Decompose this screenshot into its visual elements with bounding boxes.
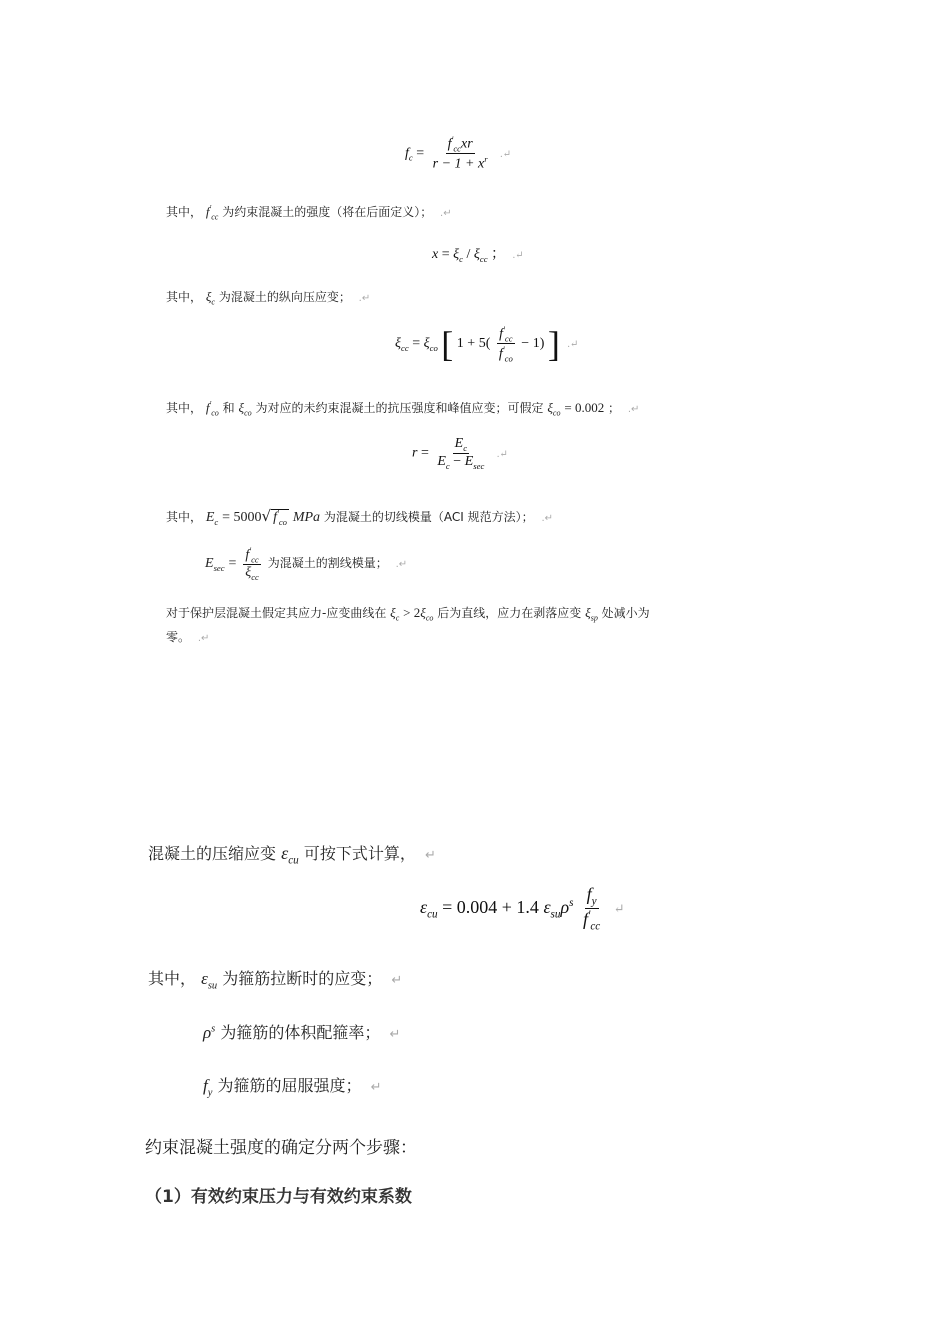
equation-xi-cc: $\xi_{cc} = \xi_{co}$ [ 1 + 5( $\frac{f'_{cc}}{f'_{co}}$ − 1) ] .↵ [395, 323, 579, 364]
text-line-fcc-definition: 其中， $f'_{cc}$ 为约束混凝土的强度（将在后面定义）； .↵ [166, 203, 452, 222]
text-line-esu-definition: 其中， $\varepsilon_{su}$ 为箍筋拉断时的应变； ↵ [148, 969, 403, 992]
paragraph-mark: .↵ [500, 148, 511, 160]
text-line-ecu-intro: 混凝土的压缩应变 $\varepsilon_{cu}$ 可按下式计算， ↵ [148, 843, 436, 867]
equation-fc: $f_c$ = $\frac{f'_{cc}xr}{r - 1 + x^r}$ .↵ [405, 134, 511, 173]
text-line-cover-concrete: 对于保护层混凝土假定其应力-应变曲线在 $\xi_c > 2\xi_{co}$ 后为直线，应力在剥落应变 $\xi_{sp}$ 处减小为 [166, 605, 650, 623]
paragraph-two-steps: 约束混凝土强度的确定分两个步骤： [145, 1138, 417, 1158]
text-line-ec-definition: 其中， $E_c = 5000√$ $f'_{co}$ MPa 为混凝土的切线模量（ACI 规范方法）； .↵ [166, 507, 553, 527]
text-line-rho-definition: $\rho^s$ 为箍筋的体积配箍率； ↵ [203, 1023, 401, 1042]
equation-r: r = $\frac{E_c}{E_c - E_{sec}}$ .↵ [412, 436, 508, 471]
text-line-xi-c-definition: 其中， $\xi_c$ 为混凝土的纵向压应变； .↵ [166, 289, 371, 307]
equation-x: $x = \xi_c / \xi_{cc}$ ； .↵ [432, 247, 524, 264]
section-heading-effective-confinement: （1）有效约束压力与有效约束系数 [145, 1187, 412, 1207]
text-line-fco-definition: 其中， $f'_{co}$ 和 $\xi_{co}$ 为对应的未约束混凝土的抗压强度和峰值应变；可假定 $\xi_{co} = 0.002$ ； .↵ [166, 399, 640, 418]
text-line-cover-concrete-cont: 零。 .↵ [166, 630, 210, 644]
text-line-fy-definition: $f_y$ 为箍筋的屈服强度； ↵ [203, 1076, 382, 1099]
text-line-esec-definition: $E_{sec}$ = $\frac{f'_{cc}}{\xi_{cc}}$ 为混凝土的割线模量； .↵ [205, 545, 408, 583]
equation-ecu: $\varepsilon_{cu} = 0.004 + 1.4$ $\varepsilon_{su}\rho^s$ $\frac{f_y}{f'_{cc}}$ ↵ [420, 884, 625, 934]
